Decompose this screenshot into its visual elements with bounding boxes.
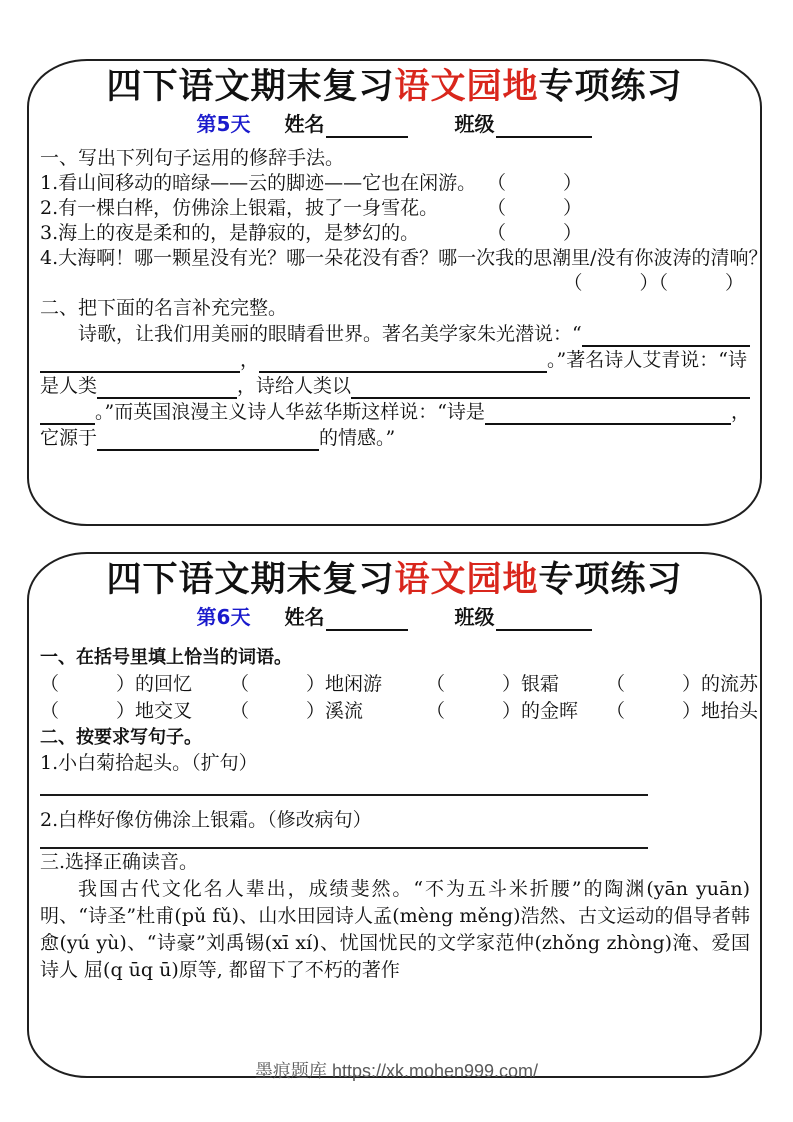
- title-text-left: 四下语文期末复习: [106, 559, 395, 600]
- fill-item: （ ）地闲游: [230, 673, 383, 695]
- card-content: [40, 146, 768, 451]
- question-text: 3.海上的夜是柔和的，是静寂的，是梦幻的。: [40, 222, 420, 244]
- quote-segment: ，: [240, 349, 260, 371]
- name-blank-line: [326, 627, 408, 631]
- reading-passage: 我国古代文化名人辈出，成绩斐然。“不为五斗米折腰”的陶渊(yān yuān)明、“诗圣”杜甫(pǔ fǔ)、山水田园诗人孟(mèng měng)浩然、古文运动的倡导者韩愈(yú yù)、“诗豪”刘禹锡(xī xí)、忧国忧民的文学家范仲(zhǒng zhòng)淹、爱国诗人 屈(q ūq ū)原等, 都留下了不朽的著作: [40, 878, 750, 981]
- name-label: 姓名: [284, 605, 325, 629]
- quote-segment: 它源于: [40, 427, 98, 449]
- class-label: 班级: [454, 605, 495, 629]
- meta-row: [29, 603, 760, 631]
- answer-blank: [97, 428, 319, 451]
- class-blank-line: [496, 134, 592, 138]
- answer-blank: [485, 402, 731, 425]
- footer-watermark: 墨痕题库 https://xk.mohen999.com/: [254, 1061, 539, 1081]
- section-heading: 一、写出下列句子运用的修辞手法。: [40, 147, 345, 169]
- section-heading: 三.选择正确读音。: [40, 851, 199, 873]
- question-text: 4.大海啊！哪一颗星没有光？哪一朵花没有香？哪一次我的思潮里/没有你波涛的清响？: [40, 247, 768, 269]
- answer-blank: [259, 350, 547, 373]
- fill-item: （ ）地交叉: [40, 700, 193, 722]
- name-label: 姓名: [284, 112, 325, 136]
- fill-item: （ ）的金晖: [426, 700, 579, 722]
- title-text-right: 专项练习: [538, 66, 683, 107]
- fill-item: （ ）溪流: [230, 700, 364, 722]
- section-heading: 一、在括号里填上恰当的词语。: [40, 647, 292, 668]
- title-highlight: 语文园地: [394, 66, 539, 107]
- fill-item: （ ）地抬头: [606, 700, 759, 722]
- answer-parens: （ ）: [487, 197, 583, 219]
- fill-in-row: [40, 671, 759, 698]
- answer-parens: （ ）（ ）: [563, 272, 744, 294]
- quote-line: [40, 425, 750, 451]
- day-badge: 第6天: [196, 605, 251, 629]
- day-badge: 第5天: [196, 112, 251, 136]
- card-content: [40, 645, 759, 984]
- quote-segment: 是人类: [40, 375, 98, 397]
- question-line: [40, 221, 750, 246]
- worksheet-card-day5: [27, 59, 768, 526]
- question-line: [40, 196, 750, 221]
- answer-blank: [40, 402, 95, 425]
- question-text: 1.小白菊拾起头。（扩句）: [40, 752, 258, 774]
- fill-item: （ ）的回忆: [40, 673, 193, 695]
- meta-row: [29, 110, 760, 138]
- fill-item: （ ）银霜: [426, 673, 560, 695]
- title-highlight: 语文园地: [394, 559, 539, 600]
- section-heading: 二、把下面的名言补充完整。: [40, 297, 288, 319]
- page-title: [29, 64, 760, 110]
- quote-segment: 诗歌，让我们用美丽的眼睛看世界。著名美学家朱光潜说：“: [78, 323, 582, 345]
- fill-item: （ ）的流苏: [606, 673, 759, 695]
- question-text: 1.看山间移动的暗绿——云的脚迹——它也在闲游。: [40, 172, 477, 194]
- question-text: 2.有一棵白桦，仿佛涂上银霜，披了一身雪花。: [40, 197, 439, 219]
- quote-segment: 的情感。”: [319, 427, 396, 449]
- title-text-right: 专项练习: [538, 559, 683, 600]
- class-label: 班级: [454, 112, 495, 136]
- quote-segment: 。”著名诗人艾青说：“诗: [547, 349, 747, 371]
- page-title: [29, 557, 760, 603]
- question-line: [40, 171, 750, 196]
- name-blank-line: [326, 134, 408, 138]
- class-blank-line: [496, 627, 592, 631]
- quote-segment: 。”而英国浪漫主义诗人华兹华斯这样说：“诗是: [95, 401, 485, 423]
- quote-line: [40, 347, 750, 373]
- quote-line: [40, 399, 750, 425]
- quote-segment: ，: [730, 401, 750, 423]
- title-text-left: 四下语文期末复习: [106, 66, 395, 107]
- quote-segment: ，诗给人类以: [237, 375, 352, 397]
- section-heading: 二、按要求写句子。: [40, 727, 202, 748]
- answer-parens: （ ）: [487, 172, 583, 194]
- answer-parens: （ ）: [487, 222, 583, 244]
- answer-blank: [40, 350, 240, 373]
- quote-line: [40, 321, 750, 347]
- answer-blank: [97, 376, 237, 399]
- answer-blank: [351, 376, 750, 399]
- question-text: 2.白桦好像仿佛涂上银霜。（修改病句）: [40, 809, 372, 831]
- answer-rule-line: [40, 794, 648, 796]
- fill-in-row: [40, 698, 759, 725]
- answer-blank: [582, 324, 750, 347]
- quote-line: [40, 373, 750, 399]
- worksheet-card-day6: [27, 552, 762, 1078]
